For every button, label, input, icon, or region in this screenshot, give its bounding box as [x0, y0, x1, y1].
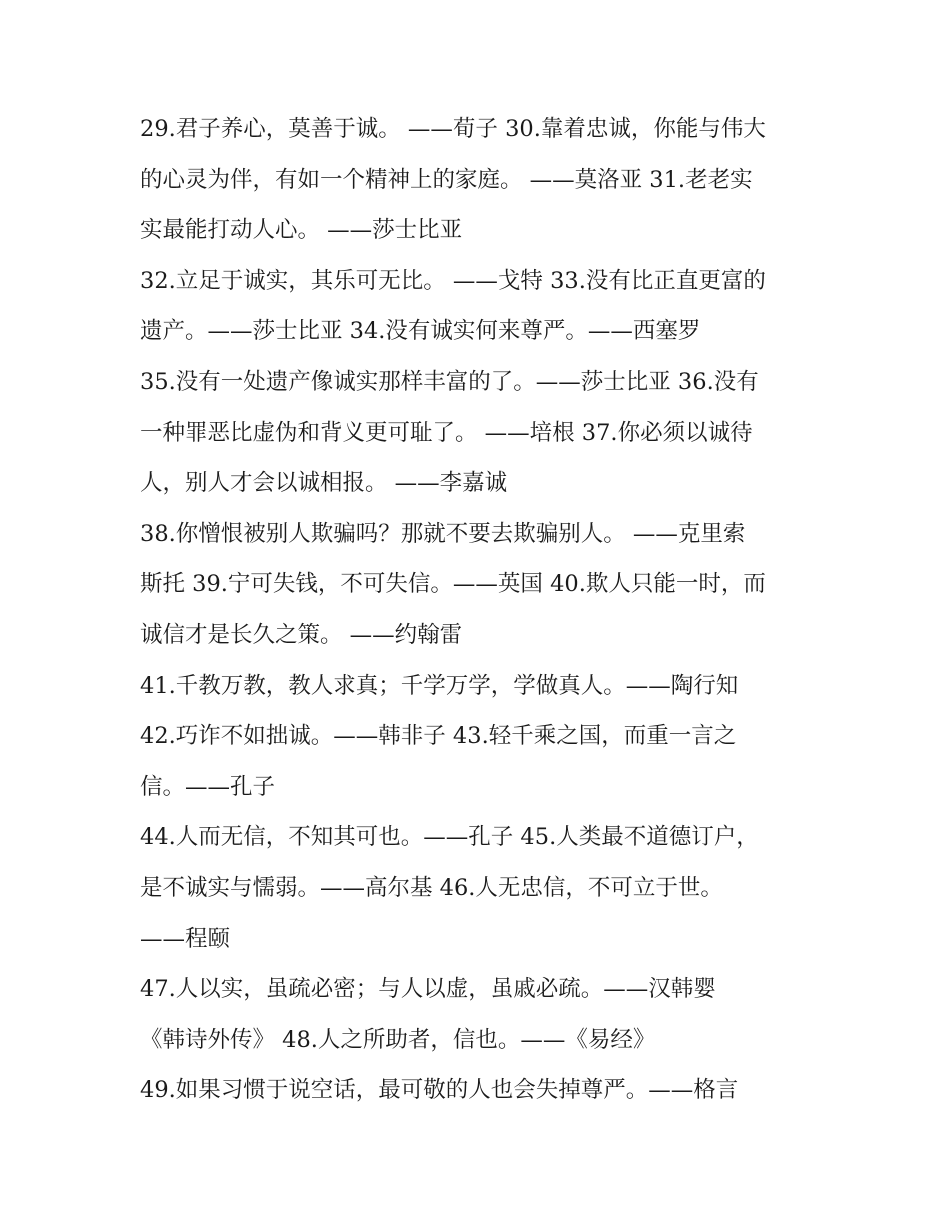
quote-text-block [140, 104, 820, 1116]
text-line: 32.立足于诚实，其乐可无比。 ——戈特 33.没有比正直更富的 [140, 267, 766, 294]
text-line: 一种罪恶比虚伪和背义更可耻了。 ——培根 37.你必须以诚待 [140, 419, 753, 446]
text-line: 38.你憎恨被别人欺骗吗？那就不要去欺骗别人。 ——克里索 [140, 520, 746, 547]
text-line: 是不诚实与懦弱。——高尔基 46.人无忠信，不可立于世。 [140, 874, 723, 901]
text-line: 实最能打动人心。 ——莎士比亚 [140, 217, 463, 244]
text-line: 《韩诗外传》 48.人之所助者，信也。——《易经》 [140, 1026, 656, 1053]
text-line: 47.人以实，虽疏必密；与人以虚，虽戚必疏。——汉韩婴 [140, 976, 716, 1003]
text-line: 49.如果习惯于说空话，最可敬的人也会失掉尊严。——格言 [140, 1077, 739, 1104]
text-line: 44.人而无信，不知其可也。——孔子 45.人类最不道德订户， [140, 824, 759, 851]
text-line: 的心灵为伴，有如一个精神上的家庭。 ——莫洛亚 31.老老实 [140, 166, 753, 193]
text-line: 诚信才是长久之策。 ——约翰雷 [140, 621, 463, 648]
text-line: 信。——孔子 [140, 773, 276, 800]
text-line: 29.君子养心，莫善于诚。 ——荀子 30.靠着忠诚，你能与伟大 [140, 116, 766, 142]
text-line: 斯托 39.宁可失钱，不可失信。——英国 40.欺人只能一时，而 [140, 571, 766, 598]
text-line: ——程颐 [140, 925, 231, 952]
text-line: 人，别人才会以诚相报。 ——李嘉诚 [140, 470, 508, 497]
text-line: 41.千教万教，教人求真；千学万学，学做真人。——陶行知 [140, 672, 739, 699]
text-line: 35.没有一处遗产像诚实那样丰富的了。——莎士比亚 36.没有 [140, 368, 759, 395]
text-line: 42.巧诈不如拙诚。——韩非子 43.轻千乘之国，而重一言之 [140, 723, 737, 750]
text-line: 遗产。——莎士比亚 34.没有诚实何来尊严。——西塞罗 [140, 318, 701, 345]
